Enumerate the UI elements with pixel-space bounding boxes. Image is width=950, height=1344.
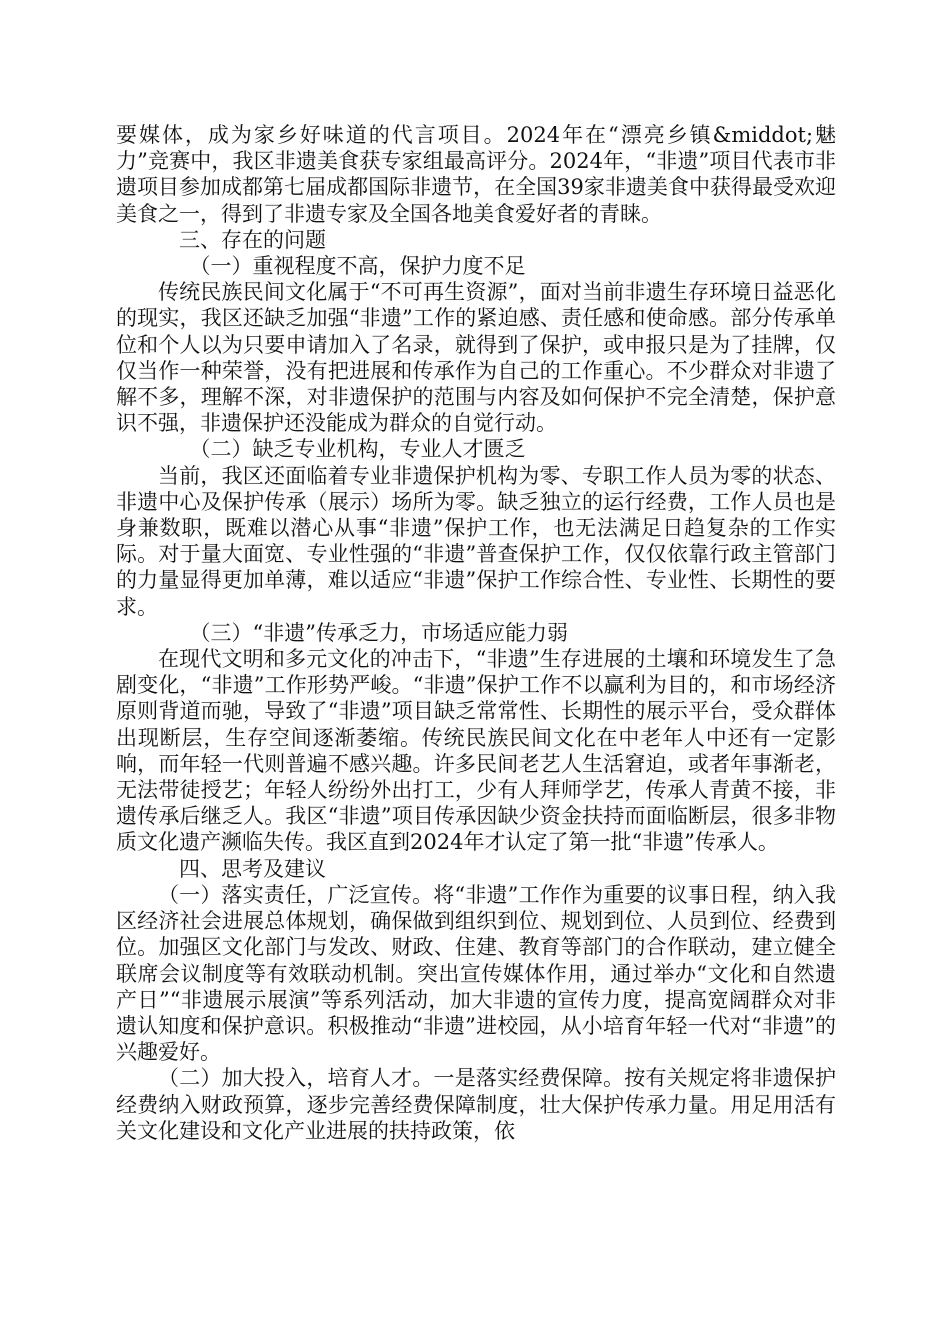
document-body <box>116 122 836 1144</box>
subheading-inheritance: （三）“非遗”传承乏力，市场适应能力弱 <box>189 620 568 645</box>
paragraph-institutions: 当前，我区还面临着专业非遗保护机构为零、专职工作人员为零的状态、非遗中心及保护传承（展示）场所为零。缺乏独立的运行经费，工作人员也是身兼数职，既难以潜心从事“非遗”保护工作，也无法满足日趋复杂的工作实际。对于量大面宽、专业性强的“非遗”普查保护工作，仅仅依靠行政主管部门的力量显得更加单薄，难以适应“非遗”保护工作综合性、专业性、长期性的要求。 <box>116 463 836 619</box>
paragraph-responsibility: （一）落实责任，广泛宣传。将“非遗”工作作为重要的议事日程，纳入我区经济社会进展总体规划，确保做到组织到位、规划到位、人员到位、经费到位。加强区文化部门与发改、财政、住建、教育等部门的合作联动，建立健全联席会议制度等有效联动机制。突出宣传媒体作用，通过举办“文化和自然遗产日”“非遗展示展演”等系列活动，加大非遗的宣传力度，提高宽阔群众对非遗认知度和保护意识。积极推动“非遗”进校园，从小培育年轻一代对“非遗”的兴趣爱好。 <box>116 882 836 1065</box>
paragraph-intro: 要媒体，成为家乡好味道的代言项目。2024年在“漂亮乡镇&middot;魅力”竞赛中，我区非遗美食获专家组最高评分。2024年，“非遗”项目代表市非遗项目参加成都第七届成都国际非遗节，在全国39家非遗美食中获得最受欢迎美食之一，得到了非遗专家及全国各地美食爱好者的青睐。 <box>116 123 836 226</box>
subheading-attention: （一）重视程度不高，保护力度不足 <box>189 254 526 279</box>
subheading-institutions: （二）缺乏专业机构，专业人才匮乏 <box>189 437 526 462</box>
section-heading-suggestions: 四、思考及建议 <box>179 856 326 881</box>
section-heading-problems: 三、存在的问题 <box>179 227 326 252</box>
paragraph-inheritance: 在现代文明和多元文化的冲击下，“非遗”生存进展的土壤和环境发生了急剧变化，“非遗”工作形势严峻。“非遗”保护工作不以赢利为目的，和市场经济原则背道而驰，导致了“非遗”项目缺乏常常性、长期性的展示平台，受众群体出现断层，生存空间逐渐萎缩。传统民族民间文化在中老年人中还有一定影响，而年轻一代则普遍不感兴趣。许多民间老艺人生活窘迫，或者年事渐老，无法带徒授艺；年轻人纷纷外出打工，少有人拜师学艺，传承人青黄不接，非遗传承后继乏人。我区“非遗”项目传承因缺少资金扶持而面临断层，很多非物质文化遗产濒临失传。我区直到2024年才认定了第一批“非遗”传承人。 <box>116 647 836 855</box>
paragraph-attention: 传统民族民间文化属于“不可再生资源”，面对当前非遗生存环境日益恶化的现实，我区还缺乏加强“非遗”工作的紧迫感、责任感和使命感。部分传承单位和个人以为只要申请加入了名录，就得到了保护，或申报只是为了挂牌，仅仅当作一种荣誉，没有把进展和传承作为自己的工作重心。不少群众对非遗了解不多，理解不深，对非遗保护的范围与内容及如何保护不完全清楚，保护意识不强，非遗保护还没能成为群众的自觉行动。 <box>116 280 836 436</box>
paragraph-investment: （二）加大投入，培育人才。一是落实经费保障。按有关规定将非遗保护经费纳入财政预算，逐步完善经费保障制度，壮大保护传承力量。用足用活有关文化建设和文化产业进展的扶持政策，依 <box>116 1066 836 1143</box>
